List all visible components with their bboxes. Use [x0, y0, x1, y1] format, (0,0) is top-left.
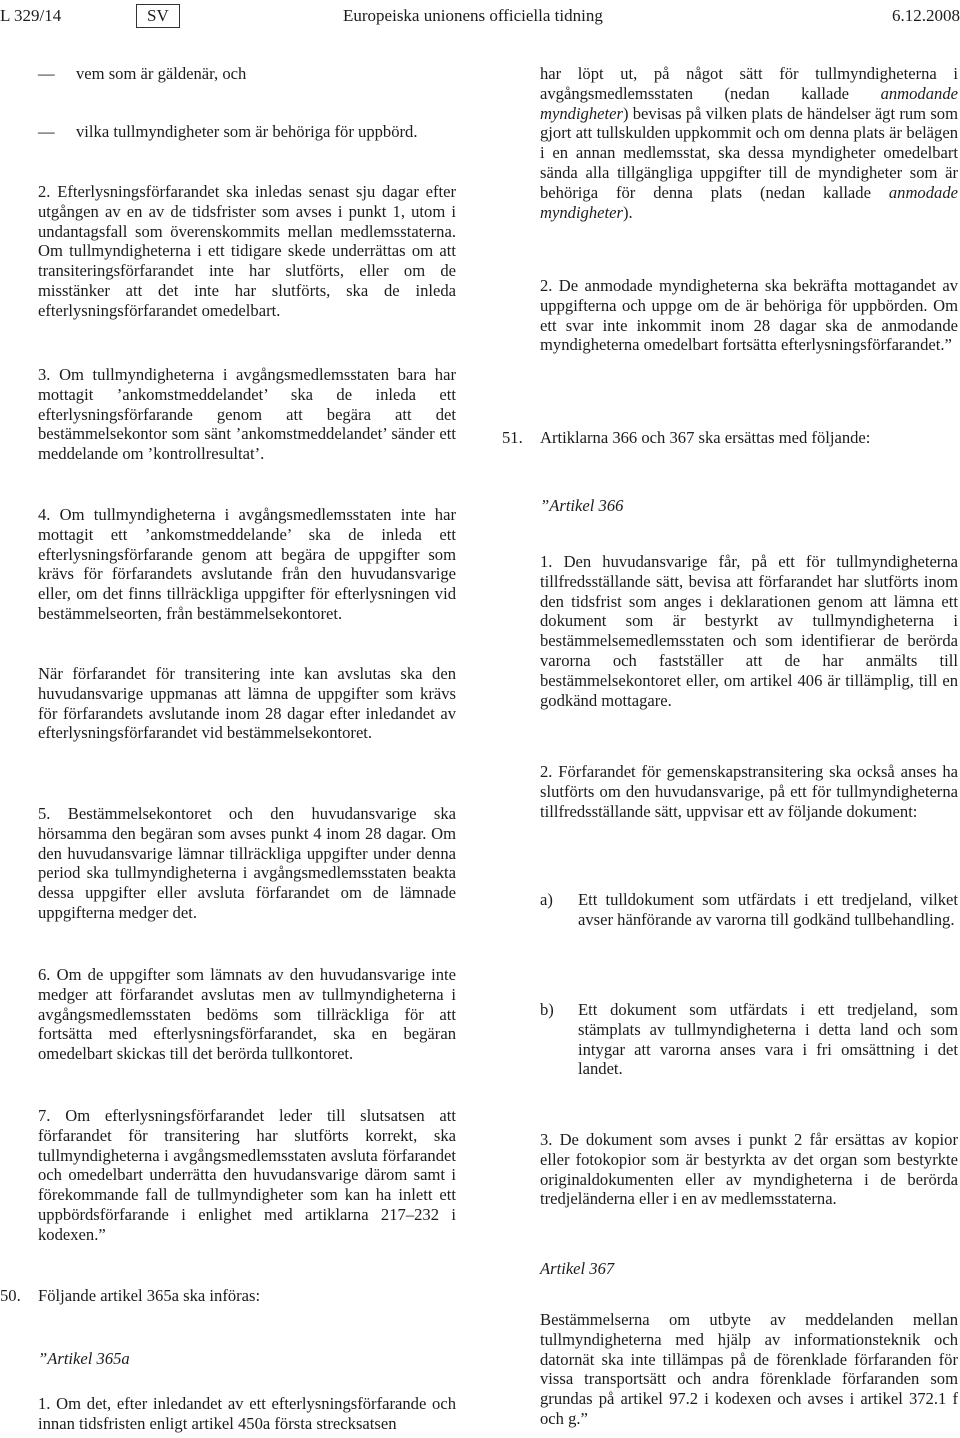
page-reference: L 329/14	[0, 6, 62, 25]
page-header	[0, 5, 960, 31]
paragraph-number: 5.	[38, 804, 51, 823]
paragraph-5	[38, 804, 456, 923]
paragraph-text: Om de uppgifter som lämnats av den huvudansvarige inte medger att förfarandet avslutas men av tullmyndigheterna i avgångsmedlemsstaten bedöms som tillräckliga för att fortsätta med efterlysningsförfarandet, ska en begäran omedelbart skickas till det berörda tullkontoret.	[38, 965, 456, 1064]
dash-item-text: vilka tullmyndigheter som är behöriga för uppbörd.	[76, 122, 418, 141]
paragraph-number: 3.	[38, 365, 51, 384]
item-text: Följande artikel 365a ska införas:	[38, 1286, 261, 1305]
list-marker: b)	[540, 1000, 554, 1019]
paragraph-4b	[38, 664, 456, 743]
paragraph-4	[38, 505, 456, 624]
paragraph-text: ).	[622, 202, 633, 222]
paragraph-text: Den huvudansvarige får, på ett för tullmyndigheterna tillfredsställande sätt, bevisa att förfarandet har slutförts inom den tidsfrist som anges i deklarationen genom att lämna ett dokument som är bestyrkt av tullmyndigheterna i bestämmelsemedlemsstaten och som identifierar de berörda varorna och fastställer att de har anmälts till bestämmelsekontoret eller, om artikel 406 är tillämplig, till en godkänd mottagare.	[540, 552, 958, 710]
paragraph-text: Bestämmelsekontoret och den huvudansvarige ska hörsamma den begäran som avses punkt 4 inom 28 dagar. Om den huvudansvarige lämnar tillräckliga uppgifter under denna period ska tullmyndigheterna i avgångsmedlemsstaten beakta dessa uppgifter eller avsluta förfarandet om de lämnade uppgifterna medger det.	[38, 804, 456, 922]
paragraph-2	[38, 182, 456, 321]
paragraph-number: 4.	[38, 505, 51, 524]
paragraph-text: Bestämmelserna om utbyte av meddelanden mellan tullmyndigheterna med hjälp av informationsteknik och datornät ska inte tillämpas på de förenklade förfaranden för vissa transportsätt och andra förenklade förfaranden som grundas på artikel 97.2 i kodexen och avses i artikel 372.1 f och g.”	[540, 1310, 958, 1428]
list-item-b	[540, 1000, 958, 1079]
paragraph-number: 6.	[38, 965, 51, 984]
article-366-paragraph-2	[540, 762, 958, 821]
defined-term: anmodande myndigheter	[540, 83, 958, 123]
list-item-text: Ett tulldokument som utfärdats i ett tredjeland, vilket avser hänförande av varorna till godkänd tullbehandling.	[578, 890, 958, 929]
left-dash-2-wrap	[38, 122, 456, 142]
article-365a-paragraph-2	[540, 276, 958, 355]
paragraph-number: 7.	[38, 1106, 51, 1125]
article-365a-paragraph-1	[38, 1394, 456, 1434]
dash-item-text: vem som är gäldenär, och	[76, 64, 247, 83]
item-number: 51.	[502, 428, 523, 447]
dash-item-debtor: — vem som är gäldenär, och	[38, 64, 247, 83]
journal-title: Europeiska unionens officiella tidning	[343, 6, 603, 25]
right-continuation	[540, 64, 958, 222]
paragraph-text: 1. Om det, efter inledandet av ett efterlysningsförfarande och innan tidsfristen enligt artikel 450a första strecksatsen	[38, 1394, 456, 1433]
paragraph-number: 2.	[540, 762, 553, 781]
paragraph-text: Om tullmyndigheterna i avgångsmedlemsstaten inte har mottagit ett ’ankomstmeddelande’ ska de inleda ett efterlysningsförfarande genom att begära de uppgifter som krävs för förfarandets avslutande från den huvudansvarige eller, om det finns tillräckliga uppgifter för efterlysningen vid bestämmelseorten, från bestämmelsekontoret.	[38, 505, 456, 623]
article-title: ”Artikel 366	[540, 496, 624, 515]
paragraph-3	[38, 365, 456, 464]
paragraph-text: Om tullmyndigheterna i avgångsmedlemsstaten bara har mottagit ’ankomstmeddelandet’ ska de inleda ett efterlysningsförfarande genom att begära att det bestämmelsekontor som sänt ’ankomstmeddelandet’ sänder ett meddelande om ’kontrollresultat’.	[38, 365, 456, 464]
article-367-paragraph	[540, 1310, 958, 1429]
article-366-title-wrap	[540, 496, 958, 516]
language-badge: SV	[136, 4, 180, 28]
article-title: Artikel 367	[540, 1259, 615, 1278]
amendment-item-51	[502, 428, 958, 448]
paragraph-number: 1.	[540, 552, 553, 571]
article-366-paragraph-1	[540, 552, 958, 710]
dash-item-authorities: — vilka tullmyndigheter som är behöriga för uppbörd.	[38, 122, 418, 141]
left-column	[38, 64, 456, 84]
article-367-title-wrap	[540, 1259, 958, 1279]
article-365a-title-wrap	[38, 1349, 456, 1369]
paragraph-text: När förfarandet för transitering inte kan avslutas ska den huvudansvarige uppmanas att lämna de uppgifter som krävs för förfarandets avslutande inom 28 dagar efter inledandet av efterlysningsförfarandet vid bestämmelsekontoret.	[38, 664, 456, 743]
paragraph-text: De anmodade myndigheterna ska bekräfta mottagandet av uppgifterna och uppge om de är behöriga för uppbörden. Om ett svar inte inkommit inom 28 dagar ska de anmodande myndigheterna omedelbart fortsätta efterlysningsförfarandet.”	[540, 276, 958, 355]
paragraph-number: 2.	[540, 276, 553, 295]
article-366-paragraph-3	[540, 1130, 958, 1209]
paragraph-text: Om efterlysningsförfarandet leder till slutsatsen att förfarandet för transitering har slutförts korrekt, ska tullmyndigheterna i avgångsmedlemsstaten avsluta förfarandet och omedelbart underrätta den huvudansvarige därom samt i förekommande fall de tullmyndigheter som kan ha inlett ett uppbördsförfarande i enlighet med artiklarna 217–232 i kodexen.”	[38, 1106, 457, 1244]
list-item-text: Ett dokument som utfärdats i ett tredjeland, som stämplats av tullmyndigheterna i detta land och som intygar att varorna anses vara i fri omsättning i det landet.	[578, 1000, 958, 1079]
paragraph-text: De dokument som avses i punkt 2 får ersättas av kopior eller fotokopior som är bestyrkta av det organ som bestyrkte originaldokumenten eller av myndigheterna i de berörda tredjeländerna eller i en av medlemsstaterna.	[540, 1130, 958, 1209]
paragraph-text: ) bevisas på vilken plats de händelser ägt rum som gjort att tullskulden uppkommit och om denna plats är belägen i en annan medlemsstat, ska dessa myndigheter omedelbart sända alla tillgängliga uppgifter till de myndigheter som är behöriga för denna plats (nedan kallade	[540, 103, 958, 202]
paragraph-number: 3.	[540, 1130, 553, 1149]
list-marker: a)	[540, 890, 553, 909]
publication-date: 6.12.2008	[892, 6, 960, 25]
paragraph-text: har löpt ut, på något sätt för tullmyndigheterna i avgångsmedlemsstaten (nedan kallade	[540, 64, 958, 103]
item-number: 50.	[0, 1286, 21, 1305]
article-title: ”Artikel 365a	[38, 1349, 130, 1368]
paragraph-text: Efterlysningsförfarandet ska inledas senast sju dagar efter utgången av en av de tidsfrister som avses i punkt 1, utom i undantagsfall som överenskommits mellan medlemsstaterna. Om tullmyndigheterna i ett tidigare skede underrättas om att transiteringsförfarandet inte har slutförts, eller om de misstänker att det inte har slutförts, ska de inleda efterlysningsförfarandet omedelbart.	[38, 182, 457, 320]
paragraph-text: Förfarandet för gemenskapstransitering ska också anses ha slutförts om den huvudansvarige, på ett för tullmyndigheterna tillfredsställande sätt, uppvisar ett av följande dokument:	[540, 762, 958, 821]
paragraph-number: 2.	[38, 182, 51, 201]
amendment-item-50	[0, 1286, 456, 1306]
paragraph-7	[38, 1106, 456, 1245]
item-text: Artiklarna 366 och 367 ska ersättas med följande:	[540, 428, 871, 447]
defined-term: anmodade myndigheter	[540, 182, 958, 222]
paragraph-6	[38, 965, 456, 1064]
list-item-a	[540, 890, 958, 930]
